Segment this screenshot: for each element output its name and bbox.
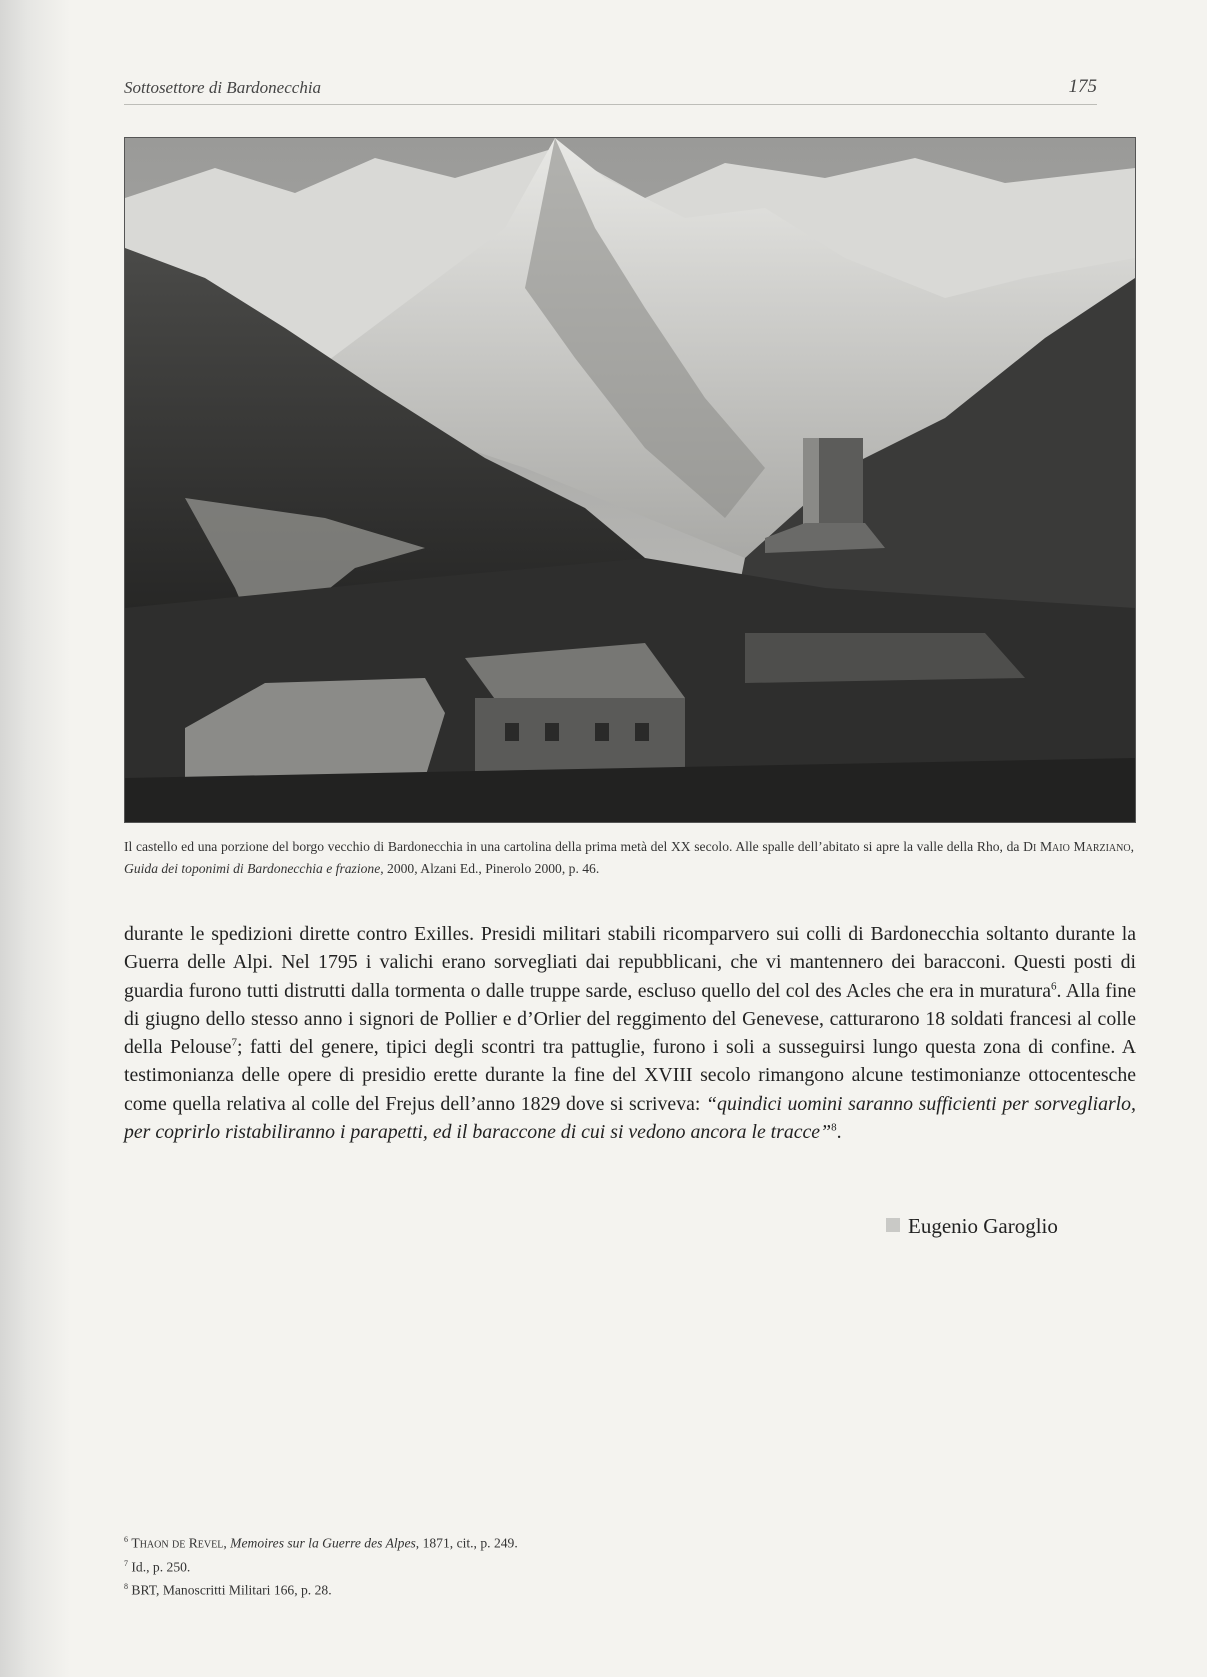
- footnote-7: [124, 1554, 824, 1578]
- caption-book-title: Guida dei toponimi di Bardonecchia e frazione: [124, 861, 381, 876]
- body-quote: “quindici uomini saranno sufficienti per sorvegliarlo, per coprirlo ristabiliranno i parapetti, ed il baraccone di cui si vedono ancora le tracce”: [124, 1092, 1137, 1144]
- body-paragraph: [124, 920, 1136, 1146]
- running-head: [124, 76, 1097, 105]
- window: [545, 723, 559, 741]
- caption-text: ,: [1130, 839, 1134, 854]
- footnote-text: ,: [223, 1535, 231, 1551]
- window: [505, 723, 519, 741]
- mountain-village-illustration: [125, 138, 1135, 822]
- running-head-section: Sottosettore di Bardonecchia: [124, 78, 322, 97]
- body-text-run: ; fatti del genere, tipici degli scontri tra pattuglie, furono i soli a susseguirsi lungo questa zona di confine. A testimonianza delle opere di presidio erette durante la fine del XVIII secolo rimangono alcune testimonianze ottocentesche come quella relativa al colle del Frejus dell’anno 1829 dove si scriveva:: [124, 1036, 1136, 1115]
- footnote-text: Id., p. 250.: [131, 1559, 191, 1575]
- binding-gutter-shadow: [0, 0, 70, 1677]
- window: [635, 723, 649, 741]
- footnote-8: [124, 1577, 824, 1601]
- body-text-run: .: [836, 1121, 842, 1144]
- footnote-author: Thaon de Revel: [131, 1535, 224, 1551]
- footnote-text: , 1871, cit., p. 249.: [415, 1535, 518, 1551]
- caption-text: , 2000, Alzani Ed., Pinerolo 2000, p. 46.: [380, 861, 600, 876]
- window: [595, 723, 609, 741]
- caption-text: Il castello ed una porzione del borgo vecchio di Bardonecchia in una cartolina della prima metà del XX secolo. Alle spalle dell’abitato si apre la valle della Rho, da: [124, 839, 1024, 854]
- footnote-text: BRT, Manoscritti Militari 166, p. 28.: [131, 1582, 332, 1598]
- postcard-photo: [124, 137, 1136, 823]
- footnote-number: 8: [124, 1582, 128, 1592]
- page-number: 175: [1068, 76, 1097, 97]
- body-text-run: durante le spedizioni dirette contro Exilles. Presidi militari stabili ricomparvero sui colli di Bardonecchia soltanto durante la Guerra delle Alpi. Nel 1795 i valichi erano sorvegliati dai repubblicani, che vi mantennero dei baracconi. Questi posti di guardia furono tutti distrutti dalla tormenta o dalle truppe sarde, escluso quello del col des Acles che era in muratura: [124, 923, 1136, 1002]
- footnotes: [124, 1530, 824, 1601]
- author-name: Eugenio Garoglio: [908, 1214, 1058, 1238]
- footnote-number: 6: [124, 1535, 128, 1544]
- footnote-number: 7: [124, 1558, 128, 1568]
- footnote-ref[interactable]: 8: [831, 1121, 837, 1134]
- body-text-run: . Alla fine di giugno dello stesso anno i signori de Pollier e d’Orlier del reggimento del Genevese, catturarono 18 soldati francesi al colle della Pelouse: [124, 979, 1137, 1059]
- footnote-title: Memoires sur la Guerre des Alpes: [230, 1535, 416, 1551]
- signature-square-icon: [886, 1218, 900, 1232]
- castle-tower-lit-face: [803, 438, 819, 528]
- footnote-6: [124, 1530, 824, 1554]
- footnote-ref[interactable]: 6: [1051, 980, 1057, 992]
- footnote-ref[interactable]: 7: [231, 1036, 237, 1049]
- figure-caption: [124, 836, 1134, 880]
- caption-author: Di Maio Marziano: [1023, 839, 1131, 854]
- rooftop-right: [745, 633, 1025, 683]
- author-signature: [886, 1214, 1058, 1244]
